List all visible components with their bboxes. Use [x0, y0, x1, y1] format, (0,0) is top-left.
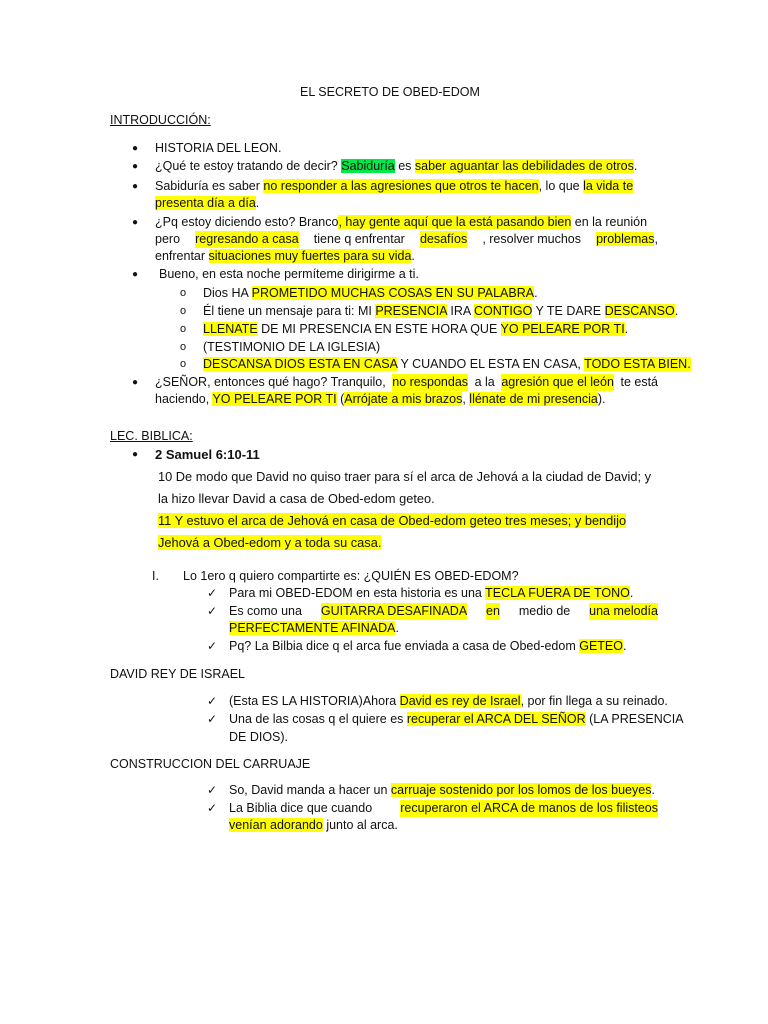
point-number: I.: [152, 569, 159, 583]
check-icon: ✓: [207, 604, 218, 618]
sub-item-2: Él tiene un mensaje para ti: MI PRESENCIA IRA CONTIGO Y TE DARE DESCANSO.: [203, 304, 679, 318]
check-icon: ✓: [207, 801, 218, 815]
bullet-icon: ●: [132, 269, 139, 280]
check-icon: ✓: [207, 694, 218, 708]
sub-item-1: Dios HA PROMETIDO MUCHAS COSAS EN SU PALABRA.: [203, 286, 538, 300]
intro-item-3-cont: presenta día a día.: [155, 196, 260, 210]
david-item-2-cont: DE DIOS).: [229, 730, 289, 744]
check-icon: ✓: [207, 712, 218, 726]
intro-item-2: ¿Qué te estoy tratando de decir? Sabiduría es saber aguantar las debilidades de otros.: [155, 159, 638, 173]
bullet-icon: ●: [132, 143, 139, 154]
check-icon: ✓: [207, 586, 218, 600]
carruaje-item-2-cont: venían adorando junto al arca.: [229, 818, 398, 832]
sub-item-3: LLENATE DE MI PRESENCIA EN ESTE HORA QUE YO PELEARE POR TI.: [203, 322, 629, 336]
point-item-3: Pq? La Bilbia dice q el arca fue enviada a casa de Obed-edom GETEO.: [229, 639, 627, 653]
bullet-icon: ●: [132, 181, 139, 192]
sub-bullet-icon: o: [180, 323, 187, 335]
verse-11-line2: Jehová a Obed-edom y a toda su casa.: [158, 535, 382, 550]
bullet-icon: ●: [132, 217, 139, 228]
bullet-icon: ●: [132, 161, 139, 172]
intro-item-4-line2: pero regresando a casa tiene q enfrentar desafíos , resolver muchos problemas,: [155, 232, 658, 246]
david-item-1: (Esta ES LA HISTORIA)Ahora David es rey de Israel, por fin llega a su reinado.: [229, 694, 668, 708]
intro-item-5: Bueno, en esta noche permíteme dirigirme a ti.: [159, 267, 419, 281]
page-title: EL SECRETO DE OBED-EDOM: [300, 85, 480, 99]
verse-10-line2: la hizo llevar David a casa de Obed-edom geteo.: [158, 491, 435, 506]
verse-10-line1: 10 De modo que David no quiso traer para sí el arca de Jehová a la ciudad de David; y: [158, 469, 651, 484]
sub-bullet-icon: o: [180, 305, 187, 317]
check-icon: ✓: [207, 783, 218, 797]
sub-bullet-icon: o: [180, 341, 187, 353]
point-item-2-cont: PERFECTAMENTE AFINADA.: [229, 621, 399, 635]
section-heading-david: DAVID REY DE ISRAEL: [110, 667, 245, 681]
sub-bullet-icon: o: [180, 358, 187, 370]
david-item-2: Una de las cosas q el quiere es recuperar el ARCA DEL SEÑOR (LA PRESENCIA: [229, 712, 684, 726]
carruaje-item-2: La Biblia dice que cuando recuperaron el ARCA de manos de los filisteos: [229, 801, 658, 815]
bullet-icon: ●: [132, 377, 139, 388]
intro-item-6-cont: haciendo, YO PELEARE POR TI (Arrójate a mis brazos, llénate de mi presencia).: [155, 392, 606, 406]
section-heading-lec: LEC. BIBLICA:: [110, 429, 193, 443]
bullet-icon: ●: [132, 449, 139, 460]
section-heading-carruaje: CONSTRUCCION DEL CARRUAJE: [110, 757, 311, 771]
bible-reference: 2 Samuel 6:10-11: [155, 447, 260, 462]
intro-item-1: HISTORIA DEL LEON.: [155, 141, 282, 155]
intro-item-3: Sabiduría es saber no responder a las agresiones que otros te hacen, lo que la vida te: [155, 179, 634, 193]
verse-11-line1: 11 Y estuvo el arca de Jehová en casa de Obed-edom geteo tres meses; y bendijo: [158, 513, 627, 528]
intro-item-4-line3: enfrentar situaciones muy fuertes para su vida.: [155, 249, 415, 263]
section-heading-intro: INTRODUCCIÓN:: [110, 113, 211, 127]
point-item-2: Es como una GUITARRA DESAFINADA en medio de una melodía: [229, 604, 658, 618]
intro-item-4: ¿Pq estoy diciendo esto? Branco, hay gente aquí que la está pasando bien en la reunión: [155, 215, 648, 229]
point-heading: Lo 1ero q quiero compartirte es: ¿QUIÉN ES OBED-EDOM?: [183, 569, 519, 583]
carruaje-item-1: So, David manda a hacer un carruaje sostenido por los lomos de los bueyes.: [229, 783, 655, 797]
sub-item-4: (TESTIMONIO DE LA IGLESIA): [203, 340, 381, 354]
sub-item-5: DESCANSA DIOS ESTA EN CASA Y CUANDO EL ESTA EN CASA, TODO ESTA BIEN.: [203, 357, 691, 371]
point-item-1: Para mi OBED-EDOM en esta historia es una TECLA FUERA DE TONO.: [229, 586, 634, 600]
check-icon: ✓: [207, 639, 218, 653]
intro-item-6: ¿SEÑOR, entonces qué hago? Tranquilo, no respondas a la agresión que el león te está: [155, 375, 658, 389]
sub-bullet-icon: o: [180, 287, 187, 299]
